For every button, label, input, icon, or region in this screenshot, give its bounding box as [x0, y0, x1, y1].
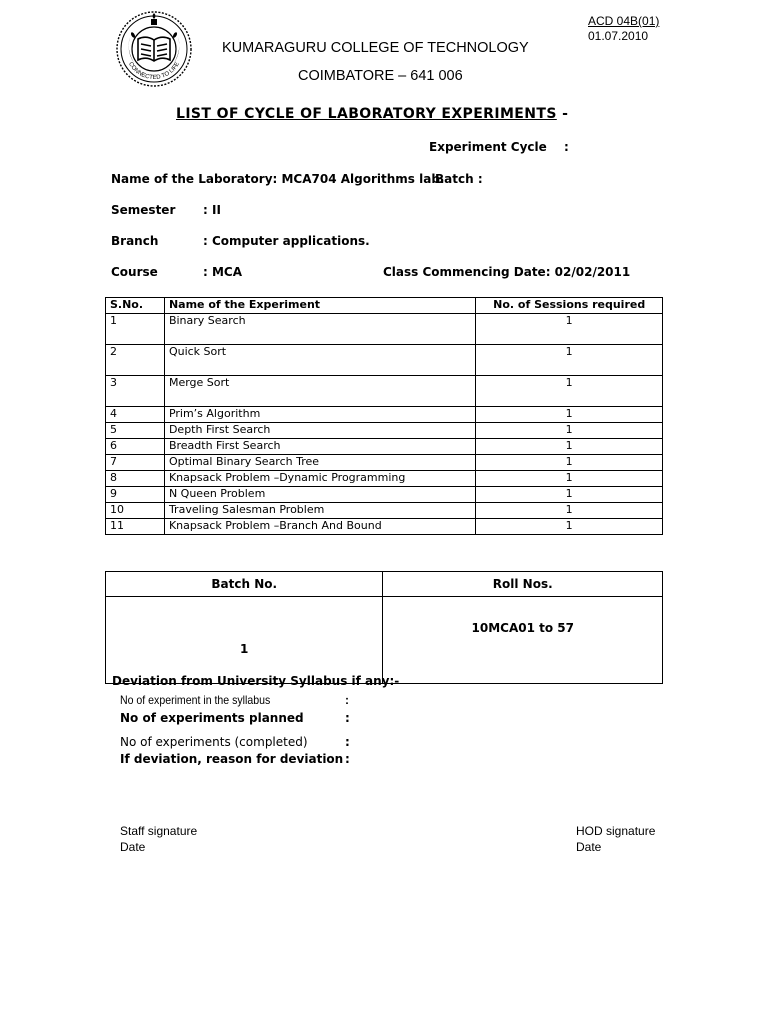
batch-header-row — [106, 572, 663, 597]
row-sno: 11 — [106, 519, 165, 535]
syllabus-count-colon: : — [345, 693, 349, 707]
deviation-reason-colon: : — [345, 752, 350, 766]
row-experiment-name: Prim’s Algorithm — [164, 407, 475, 423]
table-row — [106, 487, 663, 503]
table-row — [106, 345, 663, 376]
experiment-cycle-label: Experiment Cycle — [429, 140, 547, 154]
class-commencing-date: Class Commencing Date: 02/02/2011 — [383, 265, 631, 279]
table-row — [106, 407, 663, 423]
deviation-title: Deviation from University Syllabus if any:- — [112, 674, 400, 688]
batch-table — [105, 571, 663, 684]
college-city: COIMBATORE – 641 006 — [298, 68, 463, 84]
row-experiment-name: Breadth First Search — [164, 439, 475, 455]
staff-signature-label: Staff signature — [120, 824, 198, 838]
college-logo-seal — [114, 5, 194, 97]
table-row — [106, 455, 663, 471]
seal-motto-text: CONNECTED TO LIFE — [127, 61, 181, 82]
row-sessions: 1 — [476, 487, 663, 503]
planned-count-label: No of experiments planned — [120, 711, 304, 725]
table-row — [106, 503, 663, 519]
row-sno: 2 — [106, 345, 165, 376]
batch-row — [106, 597, 663, 684]
row-experiment-name: Merge Sort — [164, 376, 475, 407]
batch-label: Batch : — [435, 172, 483, 186]
table-row — [106, 314, 663, 345]
lamp-icon — [151, 13, 157, 25]
hod-date-label: Date — [576, 840, 602, 854]
row-sessions: 1 — [476, 423, 663, 439]
document-code: ACD 04B(01) — [588, 14, 660, 28]
row-sno: 4 — [106, 407, 165, 423]
row-sessions: 1 — [476, 314, 663, 345]
syllabus-count-label: No of experiment in the syllabus — [120, 693, 271, 707]
row-sessions: 1 — [476, 407, 663, 423]
roll-numbers: 10MCA01 to 57 — [383, 597, 663, 684]
row-sessions: 1 — [476, 345, 663, 376]
row-sno: 3 — [106, 376, 165, 407]
page-title-text: LIST OF CYCLE OF LABORATORY EXPERIMENTS — [176, 106, 557, 122]
planned-count-colon: : — [345, 711, 350, 725]
row-experiment-name: Knapsack Problem –Branch And Bound — [164, 519, 475, 535]
row-sno: 8 — [106, 471, 165, 487]
staff-date-label: Date — [120, 840, 146, 854]
experiment-cycle-colon: : — [564, 140, 569, 154]
table-row — [106, 376, 663, 407]
completed-count-label: No of experiments (completed) — [120, 735, 308, 749]
column-header-batch-no: Batch No. — [106, 572, 383, 597]
row-sno: 1 — [106, 314, 165, 345]
row-sno: 7 — [106, 455, 165, 471]
row-sessions: 1 — [476, 519, 663, 535]
column-header-sno: S.No. — [106, 298, 165, 314]
laboratory-name: Name of the Laboratory: MCA704 Algorithms lab. — [111, 172, 445, 186]
row-experiment-name: Traveling Salesman Problem — [164, 503, 475, 519]
completed-count-colon: : — [345, 735, 350, 749]
hod-signature-label: HOD signature — [576, 824, 656, 838]
table-row — [106, 439, 663, 455]
row-sno: 10 — [106, 503, 165, 519]
row-experiment-name: Quick Sort — [164, 345, 475, 376]
table-row — [106, 519, 663, 535]
batch-number: 1 — [106, 597, 383, 684]
table-row — [106, 423, 663, 439]
row-experiment-name: Optimal Binary Search Tree — [164, 455, 475, 471]
branch-label: Branch — [111, 234, 159, 248]
row-sno: 5 — [106, 423, 165, 439]
open-book-icon — [138, 37, 170, 61]
table-row — [106, 471, 663, 487]
column-header-roll-nos: Roll Nos. — [383, 572, 663, 597]
row-sessions: 1 — [476, 376, 663, 407]
college-name: KUMARAGURU COLLEGE OF TECHNOLOGY — [222, 40, 529, 56]
row-sessions: 1 — [476, 471, 663, 487]
page-title — [176, 106, 568, 122]
experiments-table — [105, 297, 663, 535]
semester-label: Semester — [111, 203, 176, 217]
row-experiment-name: Depth First Search — [164, 423, 475, 439]
row-sessions: 1 — [476, 503, 663, 519]
row-experiment-name: Knapsack Problem –Dynamic Programming — [164, 471, 475, 487]
row-sessions: 1 — [476, 455, 663, 471]
row-experiment-name: Binary Search — [164, 314, 475, 345]
row-sno: 6 — [106, 439, 165, 455]
row-experiment-name: N Queen Problem — [164, 487, 475, 503]
column-header-sessions: No. of Sessions required — [476, 298, 663, 314]
course-label: Course — [111, 265, 158, 279]
branch-value: : Computer applications. — [203, 234, 370, 248]
course-value: : MCA — [203, 265, 243, 279]
row-sno: 9 — [106, 487, 165, 503]
row-sessions: 1 — [476, 439, 663, 455]
document-date: 01.07.2010 — [588, 29, 649, 43]
column-header-experiment: Name of the Experiment — [164, 298, 475, 314]
deviation-reason-label: If deviation, reason for deviation — [120, 752, 344, 766]
table-header-row — [106, 298, 663, 314]
page-title-suffix: - — [562, 106, 569, 122]
semester-value: : II — [203, 203, 221, 217]
